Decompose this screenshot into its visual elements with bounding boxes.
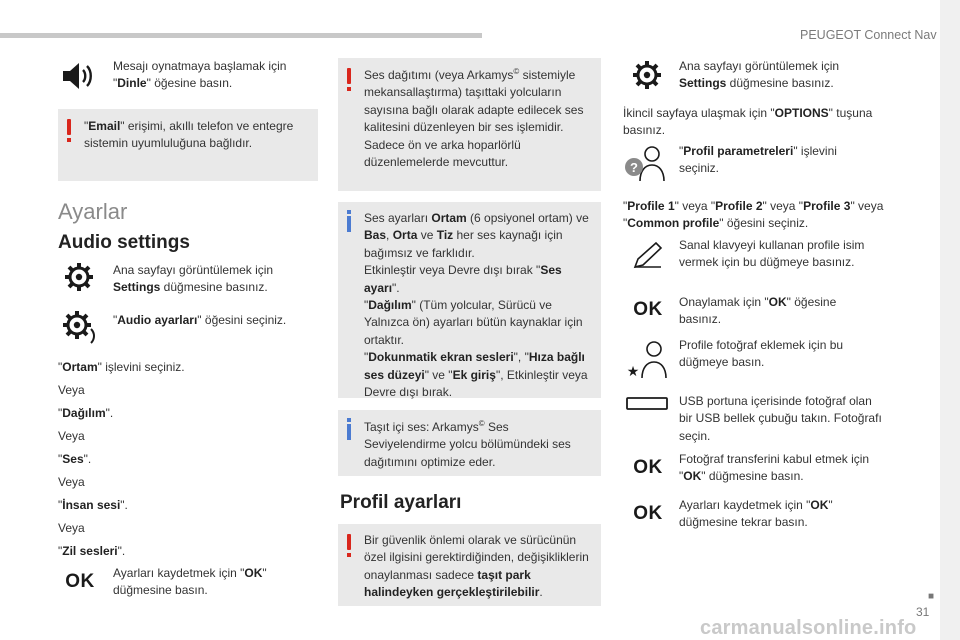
top-rule — [0, 33, 482, 38]
page-marker: ■ — [928, 591, 935, 602]
arkamys-warning-box: Ses dağıtımı (veya Arkamys© sistemiyle mekansallaştırma) taşıttaki yolcuların sayısına bağlı olarak adapte edilecek ses kalitesini düzenleyen bir ses işlemidir. Sadece ön ve arka hoparlörlü düzenlemelerde mevcuttur. — [338, 58, 601, 191]
help-mark: ? — [630, 160, 638, 175]
page-header: PEUGEOT Connect Nav — [800, 28, 937, 42]
page-edge-strip — [940, 0, 960, 640]
arkamys-info-box: Taşıt içi ses: Arkamys© Ses Seviyelendirme yolcu bölümündeki ses dağıtımını optimize eder. — [338, 410, 601, 476]
page-number: 31 — [916, 605, 930, 619]
step-add-photo: Profile fotoğraf eklemek için bu düğmeye basın. — [679, 338, 844, 370]
gear-icon — [630, 58, 664, 92]
pencil-icon — [630, 240, 666, 272]
profile-photo-icon — [624, 338, 668, 380]
ok-icon: OK — [633, 457, 663, 479]
step-ambiance: "Ortam" işlevini seçiniz. — [58, 360, 185, 374]
safety-warning-box: Bir güvenlik önlemi olarak ve sürücünün özel ilgisini gerektirdiğinden, değişikliklerin onaylanması sadece taşıt park halindeyken gerçekleştirilebilir. — [338, 524, 601, 606]
warning-icon — [347, 68, 351, 84]
ok-icon: OK — [633, 503, 663, 525]
step-profile-params: "Profil parametreleri" işlevini seçiniz. — [679, 144, 837, 176]
email-warning-box: "Email" erişimi, akıllı telefon ve entegre sistemin uyumluluğuna bağlıdır. — [58, 109, 318, 181]
step-options: İkincil sayfaya ulaşmak için "OPTIONS" tuşuna basınız. — [623, 106, 873, 138]
or-text-2: Veya — [58, 429, 85, 443]
star-mark: ★ — [626, 364, 640, 380]
info-icon — [347, 216, 351, 232]
option-sound: "Ses". — [58, 452, 92, 466]
ok-icon: OK — [65, 571, 95, 593]
step-audio-settings: "Audio ayarları" öğesini seçiniz. — [113, 313, 287, 327]
sound-settings-info-box: Ses ayarları Ortam (6 opsiyonel ortam) ve Bas, Orta ve Tiz her ses kaynağı için bağımsız ve farklıdır. Etkinleştir veya Devre dışı bırak "Ses ayarı". "Dağılım" (Tüm yolcular, Sürücü ve Yalnızca ön) ayarları bütün kaynaklar için ortaktır. "Dokunmatik ekran sesleri", "Hıza bağlı ses düzeyi" ve "Ek giriş", Etkinleştir veya Devre dışı bırak. — [338, 202, 601, 398]
or-text-1: Veya — [58, 383, 85, 397]
step-name-profile: Sanal klavyeyi kullanan profile isim vermek için bu düğmeye basınız. — [679, 238, 865, 270]
step-choose-profile: "Profile 1" veya "Profile 2" veya "Profile 3" veya "Common profile" öğesini seçiniz. — [623, 199, 884, 231]
step-save: Ayarları kaydetmek için "OK" düğmesine basın. — [113, 566, 267, 598]
option-distribution: "Dağılım". — [58, 406, 114, 420]
step-confirm: Onaylamak için "OK" öğesine basınız. — [679, 295, 837, 327]
step-open-settings: Ana sayfayı görüntülemek için Settings düğmesine basınız. — [113, 263, 274, 295]
settings-heading: Ayarlar — [58, 199, 128, 224]
gear-settings-icon — [60, 308, 98, 346]
usb-stick-icon — [626, 396, 668, 412]
step-accept-transfer: Fotoğraf transferini kabul etmek için "OK" düğmesine basın. — [679, 452, 870, 484]
or-text-3: Veya — [58, 475, 85, 489]
step-save-again: Ayarları kaydetmek için "OK" düğmesine tekrar basın. — [679, 498, 833, 530]
speaker-icon — [60, 58, 96, 94]
or-text-4: Veya — [58, 521, 85, 535]
ok-icon: OK — [633, 299, 663, 321]
step-open-settings-profile: Ana sayfayı görüntülemek için Settings düğmesine basınız. — [679, 59, 840, 91]
warning-icon — [67, 119, 71, 135]
audio-settings-heading: Audio settings — [58, 232, 190, 253]
option-voice: "İnsan sesi". — [58, 498, 128, 512]
profile-help-icon — [624, 143, 666, 183]
option-ringtones: "Zil sesleri". — [58, 544, 126, 558]
watermark: carmanualsonline.info — [700, 617, 917, 639]
step-insert-usb: USB portuna içerisinde fotoğraf olan bir USB bellek çubuğu takın. Fotoğrafı seçin. — [679, 394, 882, 443]
info-icon — [347, 424, 351, 440]
listen-instruction: Mesajı oynatmaya başlamak için "Dinle" öğesine basın. — [113, 59, 287, 91]
gear-icon — [62, 260, 96, 294]
profile-settings-heading: Profil ayarları — [340, 492, 462, 513]
warning-icon — [347, 534, 351, 550]
